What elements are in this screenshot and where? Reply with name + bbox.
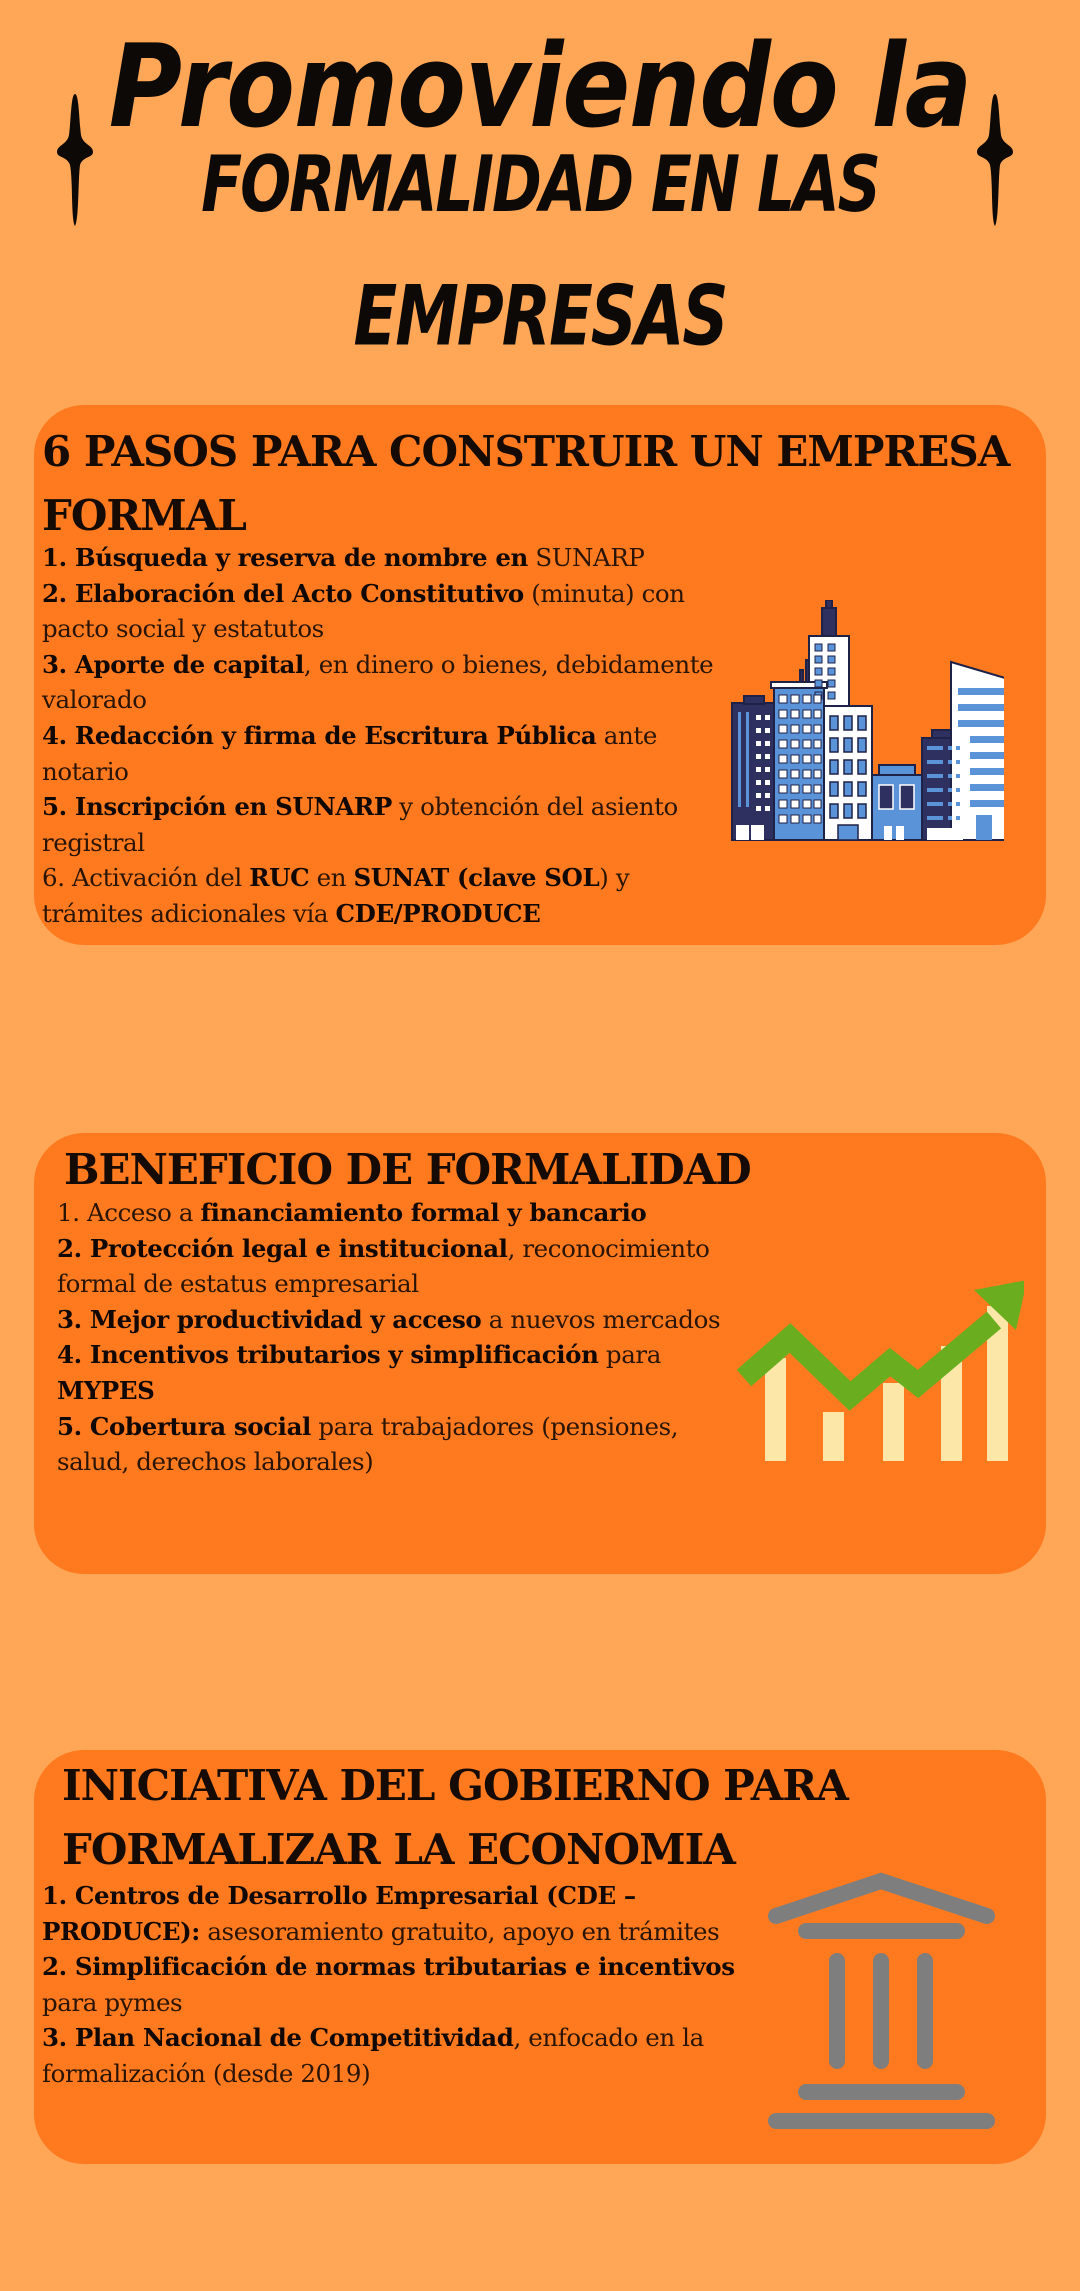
growth-chart-icon bbox=[724, 1258, 1024, 1503]
page-title-line-2: FORMALIDAD EN LAS bbox=[201, 139, 879, 231]
list-item: 4. Redacción y firma de Escritura Pública ante notario bbox=[42, 720, 657, 786]
list-item: 3. Aporte de capital, en dinero o bienes, debidamente valorado bbox=[42, 649, 714, 715]
page-title-line-1: Promoviendo la bbox=[108, 19, 972, 154]
list-item: 5. Inscripción en SUNARP y obtención del asiento registral bbox=[42, 792, 678, 857]
list-item: 1. Acceso a financiamiento formal y bancario bbox=[57, 1198, 647, 1227]
list-item: 2. Protección legal e institucional, reconocimiento formal de estatus empresarial bbox=[57, 1233, 710, 1299]
government-title: INICIATIVA DEL GOBIERNO PARA FORMALIZAR LA ECONOMIA bbox=[62, 1761, 848, 1874]
steps-title: 6 PASOS PARA CONSTRUIR UN EMPRESA FORMAL bbox=[42, 427, 1010, 540]
government-list bbox=[42, 1878, 742, 2092]
government-card bbox=[34, 1750, 1046, 2164]
list-item: 1. Centros de Desarrollo Empresarial (CDE – PRODUCE): asesoramiento gratuito, apoyo en trámites bbox=[42, 1881, 720, 1946]
benefits-title: BENEFICIO DE FORMALIDAD bbox=[64, 1145, 751, 1194]
steps-card bbox=[34, 405, 1046, 945]
city-buildings-icon bbox=[714, 600, 1004, 845]
government-building-icon bbox=[734, 1863, 1034, 2143]
list-item: 3. Mejor productividad y acceso a nuevos mercados bbox=[57, 1304, 721, 1334]
steps-list bbox=[42, 540, 722, 932]
benefits-card bbox=[34, 1133, 1046, 1574]
list-item: 2. Elaboración del Acto Constitutivo (minuta) con pacto social y estatutos bbox=[42, 578, 685, 644]
page-title-line-3: EMPRESAS bbox=[353, 268, 727, 366]
list-item: 2. Simplificación de normas tributarias e incentivos para pymes bbox=[42, 1952, 735, 2017]
list-item: 4. Incentivos tributarios y simplificación para MYPES bbox=[57, 1340, 661, 1405]
list-item: 3. Plan Nacional de Competitividad, enfocado en la formalización (desde 2019) bbox=[42, 2023, 704, 2088]
header bbox=[0, 0, 1080, 390]
benefits-list bbox=[57, 1195, 757, 1480]
list-item: 1. Búsqueda y reserva de nombre en SUNARP bbox=[42, 543, 645, 572]
list-item: 5. Cobertura social para trabajadores (pensiones, salud, derechos laborales) bbox=[57, 1411, 679, 1477]
list-item: 6. Activación del RUC en SUNAT (clave SOL) y trámites adicionales vía CDE/PRODUCE bbox=[42, 863, 630, 928]
